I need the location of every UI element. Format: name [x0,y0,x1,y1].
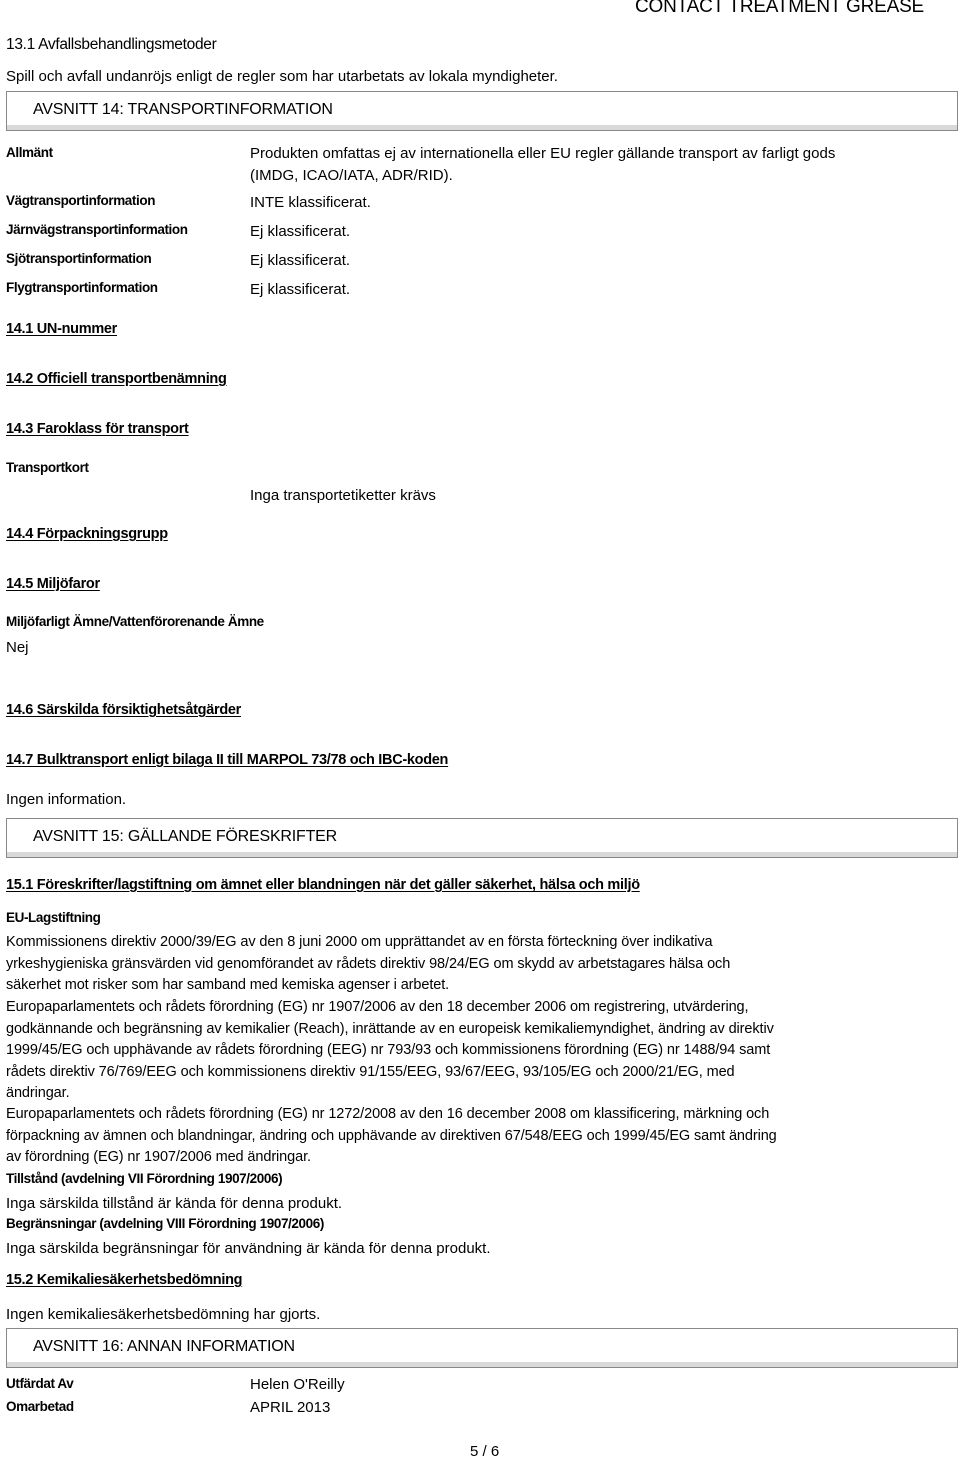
paragraph-regulation-1907-2006 [6,997,954,1105]
section-15-header [6,818,958,858]
value-air-transport: Ej klassificerat. [250,281,351,298]
paragraph-line: Europaparlamentets och rådets förordning (EG) nr 1907/2006 av den 18 december 2006 om registrering, utvärdering, [6,999,749,1015]
heading-14-5: 14.5 Miljöfaror [6,576,100,592]
label-air-transport: Flygtransportinformation [6,280,158,295]
paragraph-line: yrkeshygieniska gränsvärden vid genomförandet av rådets direktiv 98/24/EG om skydd av arbetstagares hälsa och [6,955,731,972]
paragraph-line: godkännande och begränsning av kemikalier (Reach), inrättande av en europeisk kemikaliemyndighet, ändring av direktiv [6,1020,774,1037]
heading-14-7: 14.7 Bulktransport enligt bilaga II till MARPOL 73/78 och IBC-koden [6,752,449,768]
value-authorisations: Inga särskilda tillstånd är kända för denna produkt. [6,1195,343,1212]
section-13-1-heading: 13.1 Avfallsbehandlingsmetoder [6,36,217,53]
value-15-2: Ingen kemikaliesäkerhetsbedömning har gjorts. [6,1306,321,1323]
value-general-line2: (IMDG, ICAO/IATA, ADR/RID). [250,167,453,184]
paragraph-regulation-1272-2008 [6,1104,954,1169]
paragraph-line: 1999/45/EG och upphävande av rådets förordning (EEG) nr 793/93 och kommissionens förordning (EG) nr 1488/94 samt [6,1042,771,1058]
heading-15-1: 15.1 Föreskrifter/lagstiftning om ämnet eller blandningen när det gäller säkerhet, hälsa och miljö [6,877,640,893]
value-rail-transport: Ej klassificerat. [250,223,351,240]
heading-14-6: 14.6 Särskilda försiktighetsåtgärder [6,702,241,718]
section-14-title: AVSNITT 14: TRANSPORTINFORMATION [33,101,333,118]
value-road-transport: INTE klassificerat. [250,194,371,211]
heading-14-4: 14.4 Förpackningsgrupp [6,526,168,542]
heading-14-2: 14.2 Officiell transportbenämning [6,371,227,387]
heading-14-3: 14.3 Faroklass för transport [6,421,189,437]
section-15-title: AVSNITT 15: GÄLLANDE FÖRESKRIFTER [33,828,337,845]
label-rail-transport: Järnvägstransportinformation [6,222,188,237]
paragraph-line: Kommissionens direktiv 2000/39/EG av den 8 juni 2000 om upprättandet av en första förteckning över indikativa [6,934,713,950]
paragraph-directive-2000-39 [6,932,954,997]
section-14-header [6,91,958,131]
section-16-title: AVSNITT 16: ANNAN INFORMATION [33,1338,295,1355]
value-revised: APRIL 2013 [250,1399,331,1416]
disposal-text: Spill och avfall undanröjs enligt de regler som har utarbetats av lokala myndigheter. [6,68,558,85]
paragraph-line: förpackning av ämnen och blandningar, ändring och upphävande av direktiven 67/548/EEG och 1999/45/EG samt ändring [6,1127,777,1144]
heading-15-2: 15.2 Kemikaliesäkerhetsbedömning [6,1272,243,1288]
value-transport-card: Inga transportetiketter krävs [250,487,436,504]
value-14-7: Ingen information. [6,791,127,808]
document-title: CONTACT TREATMENT GREASE [635,0,925,17]
label-restrictions: Begränsningar (avdelning VIII Förordning 1907/2006) [6,1216,324,1231]
label-authorisations: Tillstånd (avdelning VII Förordning 1907/2006) [6,1171,283,1186]
label-transport-card: Transportkort [6,460,89,475]
value-environmental-hazard: Nej [6,639,29,656]
paragraph-line: ändringar. [6,1085,70,1101]
value-restrictions: Inga särskilda begränsningar för användning är kända för denna produkt. [6,1240,491,1257]
paragraph-line: av förordning (EG) nr 1907/2006 med ändringar. [6,1149,311,1165]
label-eu-legislation: EU-Lagstiftning [6,910,101,925]
page-number: 5 / 6 [470,1443,500,1460]
label-road-transport: Vägtransportinformation [6,193,156,208]
paragraph-line: rådets direktiv 76/769/EEG och kommissionens direktiv 91/155/EEG, 93/67/EEG, 93/105/EG och 2000/21/EG, med [6,1063,735,1080]
value-general: Produkten omfattas ej av internationella eller EU regler gällande transport av farligt gods [250,145,836,162]
section-16-header [6,1328,958,1368]
heading-14-1: 14.1 UN-nummer [6,321,118,337]
label-revised: Omarbetad [6,1399,74,1414]
value-issued-by: Helen O'Reilly [250,1376,345,1393]
paragraph-line: Europaparlamentets och rådets förordning (EG) nr 1272/2008 av den 16 december 2008 om klassificering, märkning och [6,1106,770,1122]
label-sea-transport: Sjötransportinformation [6,251,152,266]
paragraph-line: säkerhet mot risker som har samband med kemiska agenser i arbetet. [6,977,450,993]
label-issued-by: Utfärdat Av [6,1376,74,1391]
value-sea-transport: Ej klassificerat. [250,252,351,269]
label-environmental-hazard: Miljöfarligt Ämne/Vattenförorenande Ämne [6,614,264,629]
label-general: Allmänt [6,145,53,160]
